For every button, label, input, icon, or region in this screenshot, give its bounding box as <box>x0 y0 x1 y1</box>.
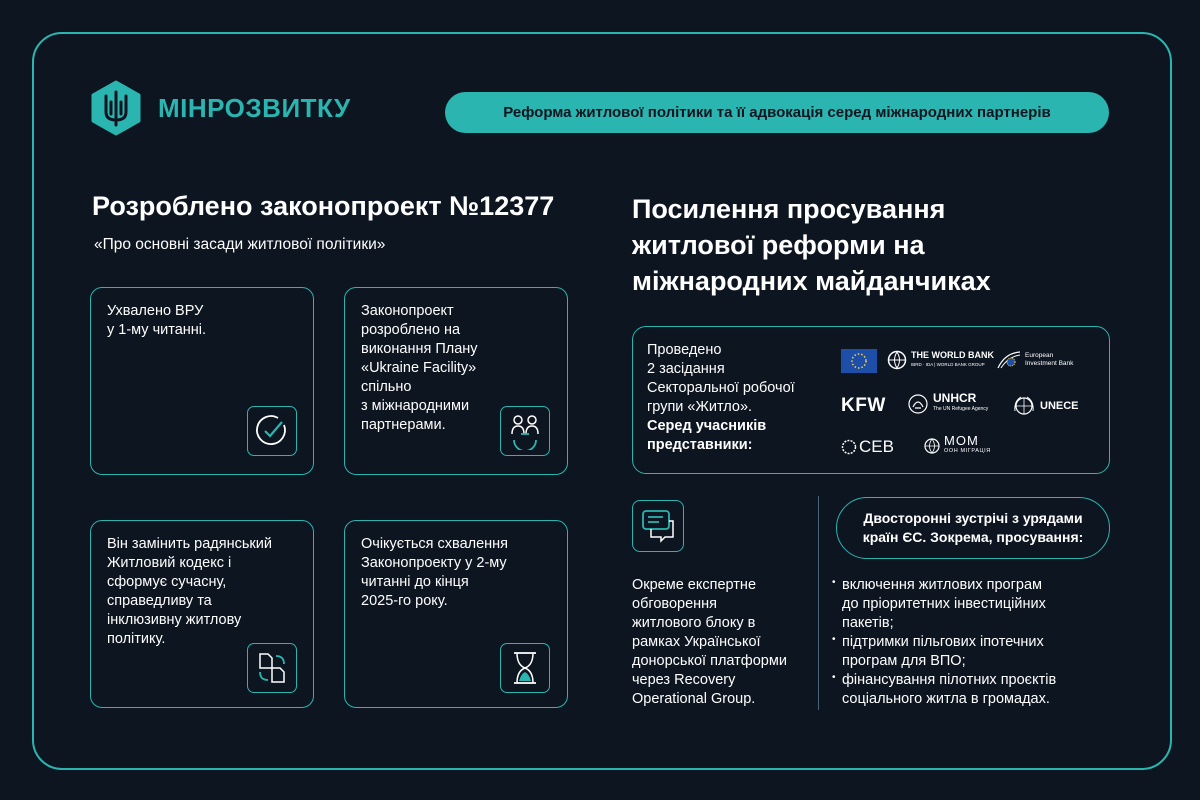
topic-banner: Реформа житлової політики та її адвокація серед міжнародних партнерів <box>445 92 1109 133</box>
partners-text: Проведено 2 засідання Секторальної робочої групи «Житло». Серед учасників представники: <box>647 342 795 453</box>
list-item: • фінансування пілотних проєктів соціального житла в громадах. <box>832 671 1102 709</box>
hourglass-icon <box>500 643 550 693</box>
card-second-reading <box>344 520 568 708</box>
card-housing-code <box>90 520 314 708</box>
left-title: Розроблено законопроект №12377 <box>92 191 555 221</box>
brand-name: МІНРОЗВИТКУ <box>158 92 351 123</box>
right-title: Посилення просування житлової реформи на міжнародних майданчиках <box>632 194 991 296</box>
card-text: Він замінить радянський Житловий кодекс і сформує сучасну, справедливу та інклюзивну житлову політику. <box>107 536 272 647</box>
expert-discussion-text: Окреме експертне обговорення житлового блоку в рамках Української донорської платформи через Recovery Operational Group. <box>632 577 787 707</box>
card-first-reading <box>90 287 314 475</box>
ceb-logo: CEB <box>841 437 894 457</box>
card-ukraine-facility <box>344 287 568 475</box>
card-text: Законопроект розроблено на виконання Плану «Ukraine Facility» спільно з міжнародними партнерами. <box>361 303 478 433</box>
chat-icon <box>632 500 684 552</box>
partners-bold-text: Серед учасників представники: <box>647 418 767 453</box>
unhcr-logo: UNHCR The UN Refugee Agency <box>907 393 988 415</box>
partners-icon <box>500 406 550 456</box>
card-text: Ухвалено ВРУ у 1-му читанні. <box>107 303 207 338</box>
left-subtitle: «Про основні засади житлової політики» <box>94 236 386 253</box>
bilateral-bullets <box>832 576 1102 709</box>
kfw-logo: KFW <box>841 395 886 416</box>
eib-logo: European Investment Bank <box>997 351 1073 369</box>
card-text: Очікується схвалення Законопроекту у 2-му читанні до кінця 2025-го року. <box>361 536 509 609</box>
vertical-divider <box>818 496 819 710</box>
world-bank-logo: THE WORLD BANK IBRD · IDA | WORLD BANK GROUP <box>887 350 994 370</box>
unece-logo: UNECE <box>1013 395 1079 417</box>
eu-flag-logo <box>841 349 877 373</box>
bilateral-meetings-pill: Двосторонні зустрічі з урядами країн ЄС. Зокрема, просування: <box>836 497 1110 559</box>
mom-logo: МОМ ООН МІГРАЦІЯ <box>923 436 991 456</box>
partner-logos <box>841 349 1103 459</box>
ministry-logo[interactable] <box>88 80 351 136</box>
check-icon <box>247 406 297 456</box>
list-item: • підтримки пільгових іпотечних програм для ВПО; <box>832 633 1102 671</box>
documents-exchange-icon <box>247 643 297 693</box>
trident-hexagon-icon <box>88 80 144 136</box>
partners-box <box>632 326 1110 474</box>
list-item: • включення житлових програм до пріоритетних інвестиційних пакетів; <box>832 576 1102 633</box>
